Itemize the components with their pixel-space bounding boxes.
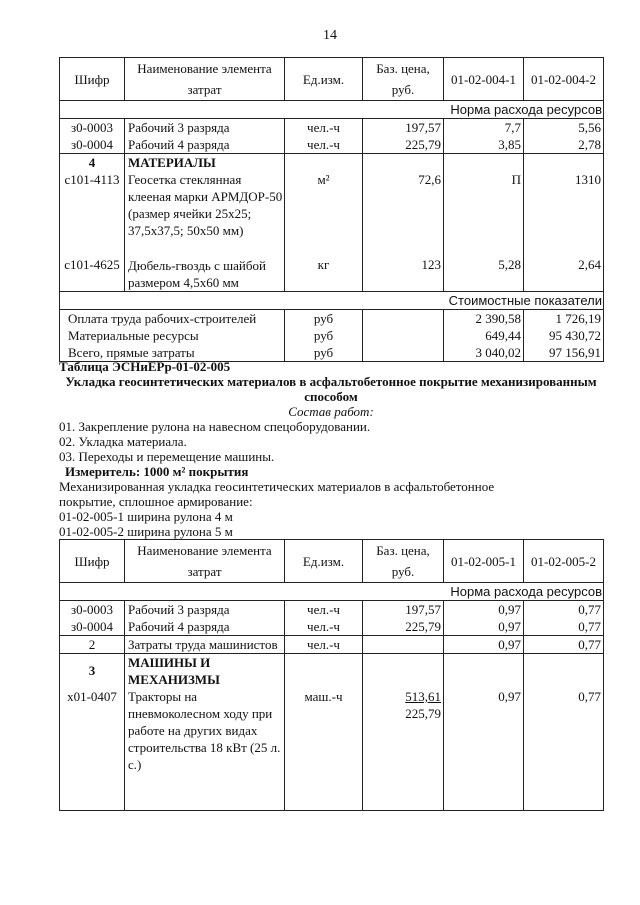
table-row xyxy=(60,136,604,154)
work-item: 03. Переходы и перемещение машины. xyxy=(59,449,275,464)
row-price: 197,57 xyxy=(363,601,444,619)
machine-value-1: 0,97 xyxy=(498,689,521,704)
total-value-2: 1 726,19 xyxy=(524,310,604,328)
machine-price-bottom: 225,79 xyxy=(405,706,441,721)
header-unit: Ед.изм. xyxy=(285,540,363,583)
machines-units xyxy=(285,654,363,811)
row-value-2: 2,78 xyxy=(524,136,604,154)
header-code: Шифр xyxy=(60,58,125,101)
works-list xyxy=(59,419,603,539)
row-code: з0-0004 xyxy=(60,618,125,636)
total-value-1: 649,44 xyxy=(444,327,524,344)
materials-group-code: 4 xyxy=(88,155,96,170)
materials-codes xyxy=(60,154,125,292)
materials-units xyxy=(285,154,363,292)
material-unit: кг xyxy=(317,257,330,272)
total-name: Материальные ресурсы xyxy=(60,327,285,344)
material-value-2: 1310 xyxy=(575,172,601,187)
description: Механизированная укладка геосинтетических материалов в асфальтобетонное покрытие, сплошное армирование: xyxy=(59,479,495,509)
resource-table-01-02-004 xyxy=(59,57,604,362)
row-value-1: 0,97 xyxy=(444,601,524,619)
header-name: Наименование элемента затрат xyxy=(125,58,285,101)
row-value-1: 0,97 xyxy=(444,618,524,636)
row-value-2: 5,56 xyxy=(524,119,604,137)
row-price: 225,79 xyxy=(363,136,444,154)
material-value-2: 2,64 xyxy=(578,257,601,272)
row-code: з0-0003 xyxy=(60,119,125,137)
table-row xyxy=(60,618,604,636)
row-unit: чел.-ч xyxy=(285,636,363,654)
page-number: 14 xyxy=(323,28,337,43)
table-header-row xyxy=(60,58,604,101)
material-code: с101-4625 xyxy=(64,257,120,272)
machines-prices xyxy=(363,654,444,811)
table-id: Таблица ЭСНиЕРр-01-02-005 xyxy=(59,359,231,374)
row-name: Рабочий 3 разряда xyxy=(125,601,285,619)
header-variant-2: 01-02-005-2 xyxy=(524,540,604,583)
meter: Измеритель: 1000 м² покрытия xyxy=(65,464,249,479)
total-name: Всего, прямые затраты xyxy=(60,344,285,362)
row-value-2: 0,77 xyxy=(524,636,604,654)
row-code: з0-0003 xyxy=(60,601,125,619)
row-unit: чел.-ч xyxy=(285,618,363,636)
machines-values-1 xyxy=(444,654,524,811)
row-name: Рабочий 3 разряда xyxy=(125,119,285,137)
materials-row xyxy=(60,154,604,292)
machines-names xyxy=(125,654,285,811)
header-price: Баз. цена, руб. xyxy=(363,540,444,583)
header-variant-1: 01-02-004-1 xyxy=(444,58,524,101)
variant-item: 01-02-005-2 ширина рулона 5 м xyxy=(59,524,233,539)
header-variant-2: 01-02-004-2 xyxy=(524,58,604,101)
material-value-1: П xyxy=(511,172,521,187)
total-value-1: 3 040,02 xyxy=(444,344,524,362)
machines-row xyxy=(60,654,604,811)
machines-codes xyxy=(60,654,125,811)
row-name: Рабочий 4 разряда xyxy=(125,618,285,636)
machine-code: х01-0407 xyxy=(67,689,117,704)
row-value-2: 0,77 xyxy=(524,618,604,636)
total-unit: руб xyxy=(285,327,363,344)
material-value-1: 5,28 xyxy=(498,257,521,272)
materials-names xyxy=(125,154,285,292)
section-label-norma: Норма расхода ресурсов xyxy=(60,101,604,119)
total-value-1: 2 390,58 xyxy=(444,310,524,328)
total-name: Оплата труда рабочих-строителей xyxy=(60,310,285,328)
works-heading: Состав работ: xyxy=(288,404,374,419)
row-name: Затраты труда машинистов xyxy=(125,636,285,654)
materials-group-name: МАТЕРИАЛЫ xyxy=(128,155,216,170)
row-value-2: 0,77 xyxy=(524,601,604,619)
row-code: з0-0004 xyxy=(60,136,125,154)
totals-row xyxy=(60,310,604,328)
row-unit: чел.-ч xyxy=(285,119,363,137)
material-unit: м² xyxy=(317,172,330,187)
material-code: с101-4113 xyxy=(64,172,120,187)
machines-group-code: 3 xyxy=(88,663,96,678)
section-row xyxy=(60,101,604,119)
materials-values-1 xyxy=(444,154,524,292)
header-variant-1: 01-02-005-1 xyxy=(444,540,524,583)
row-code: 2 xyxy=(60,636,125,654)
material-name: Геосетка стеклянная клееная марки АРМДОР-50 (размер ячейки 25х25; 37,5х37,5; 50х50 мм) xyxy=(128,172,283,238)
resource-table-01-02-005 xyxy=(59,539,604,811)
table-row xyxy=(60,119,604,137)
section-label-norma: Норма расхода ресурсов xyxy=(60,583,604,601)
table-header-row xyxy=(60,540,604,583)
row-unit: чел.-ч xyxy=(285,601,363,619)
material-price: 123 xyxy=(421,257,441,272)
material-name: Дюбель-гвоздь с шайбой размером 4,5х60 мм xyxy=(128,258,266,290)
header-price: Баз. цена, руб. xyxy=(363,58,444,101)
material-price: 72,6 xyxy=(418,172,441,187)
section-label-cost: Стоимостные показатели xyxy=(60,292,604,310)
row-value-1: 7,7 xyxy=(444,119,524,137)
header-name: Наименование элемента затрат xyxy=(125,540,285,583)
header-unit: Ед.изм. xyxy=(285,58,363,101)
total-value-2: 97 156,91 xyxy=(524,344,604,362)
machine-name: Тракторы на пневмоколесном ходу при работе на других видах строительства 18 кВт (25 л. с.) xyxy=(128,689,281,772)
row-price: 197,57 xyxy=(363,119,444,137)
row-unit: чел.-ч xyxy=(285,136,363,154)
total-unit: руб xyxy=(285,344,363,362)
section-title: Укладка геосинтетических материалов в асфальтобетонное покрытие механизированным способом xyxy=(65,374,597,404)
row-value-1: 0,97 xyxy=(444,636,524,654)
total-price xyxy=(363,310,444,328)
row-price: 225,79 xyxy=(363,618,444,636)
section-row xyxy=(60,292,604,310)
row-name: Рабочий 4 разряда xyxy=(125,136,285,154)
machines-group-name: МАШИНЫ И МЕХАНИЗМЫ xyxy=(128,655,220,687)
machine-price-top: 513,61 xyxy=(405,689,441,704)
work-item: 01. Закрепление рулона на навесном спецоборудовании. xyxy=(59,419,371,434)
totals-row xyxy=(60,327,604,344)
materials-values-2 xyxy=(524,154,604,292)
variant-item: 01-02-005-1 ширина рулона 4 м xyxy=(59,509,233,524)
row-value-1: 3,85 xyxy=(444,136,524,154)
work-item: 02. Укладка материала. xyxy=(59,434,187,449)
machines-values-2 xyxy=(524,654,604,811)
materials-prices xyxy=(363,154,444,292)
machine-value-2: 0,77 xyxy=(578,689,601,704)
total-unit: руб xyxy=(285,310,363,328)
total-value-2: 95 430,72 xyxy=(524,327,604,344)
machine-unit: маш.-ч xyxy=(304,689,343,704)
row-price xyxy=(363,636,444,654)
header-code: Шифр xyxy=(60,540,125,583)
table-row xyxy=(60,601,604,619)
operators-row xyxy=(60,636,604,654)
section-row xyxy=(60,583,604,601)
total-price xyxy=(363,327,444,344)
